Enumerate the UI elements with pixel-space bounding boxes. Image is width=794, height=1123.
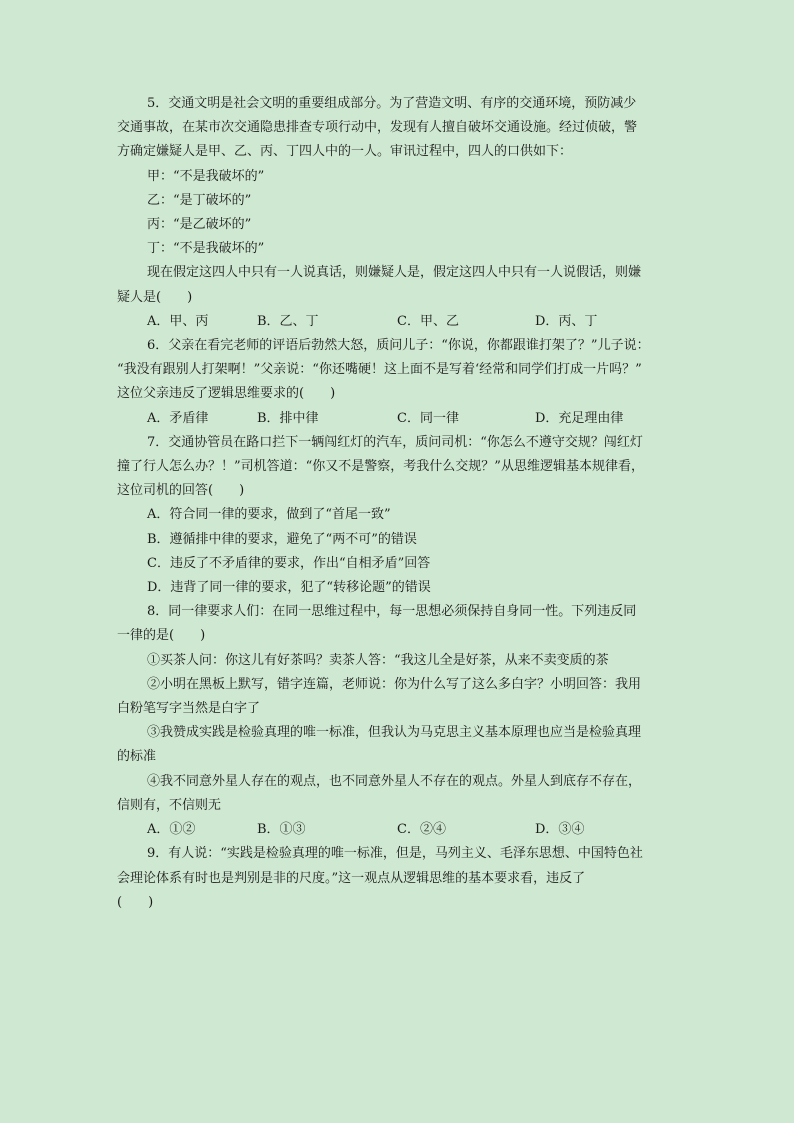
q5-options (117, 310, 678, 334)
question-7 (117, 431, 678, 600)
q6-line: 这位父亲违反了逻辑思维要求的( ) (117, 386, 336, 402)
q6-option-a: A．矛盾律 (147, 410, 209, 426)
q8-item: ②小明在黑板上默写，错字连篇，老师说：你为什么写了这么多白字？小明回答：我用 (147, 676, 642, 692)
q8-option-c: C．②④ (397, 822, 446, 838)
q8-option-b: B．①③ (257, 822, 306, 838)
q7-option-c: C．违反了不矛盾律的要求，作出“自相矛盾”回答 (147, 555, 431, 571)
q5-line: 方确定嫌疑人是甲、乙、丙、丁四人中的一人。审讯过程中，四人的口供如下： (117, 144, 573, 160)
q5-line: 现在假定这四人中只有一人说真话，则嫌疑人是，假定这四人中只有一人说假话，则嫌 (147, 265, 642, 281)
q9-line: 9．有人说：“实践是检验真理的唯一标准，但是，马列主义、毛泽东思想、中国特色社 (147, 846, 643, 862)
q5-line: 交通事故，在某市次交通隐患排查专项行动中，发现有人擅自破坏交通设施。经过侦破，警 (117, 120, 638, 136)
q7-option-b: B．遵循排中律的要求，避免了“两不可”的错误 (147, 531, 417, 547)
q8-option-a: A．①② (147, 822, 196, 838)
q5-line: 5．交通文明是社会文明的重要组成部分。为了营造文明、有序的交通环境，预防减少 (147, 96, 637, 111)
q5-statement: 丙：“是乙破坏的” (147, 217, 252, 233)
q8-item-cont: 的标准 (117, 749, 157, 765)
q9-line: ( ) (117, 894, 154, 910)
q5-statement: 乙：“是丁破坏的” (147, 192, 252, 208)
q6-option-b: B．排中律 (257, 410, 319, 426)
q5-option-a: A．甲、丙 (147, 313, 209, 329)
q7-line: 撞了行人怎么办？！”司机答道：“你又不是警察，考我什么交规？”从思维逻辑基本规律看， (117, 459, 644, 475)
q6-option-d: D．充足理由律 (535, 410, 624, 426)
q7-option-d: D．违背了同一律的要求，犯了“转移论题”的错误 (147, 580, 431, 596)
q8-options (117, 818, 678, 842)
q9-line: 会理论体系有时也是判别是非的尺度。”这一观点从逻辑思维的基本要求看，违反了 (117, 870, 586, 886)
q6-line: 6．父亲在看完老师的评语后勃然大怒，质问儿子：“你说，你都跟谁打架了？”儿子说： (147, 338, 650, 354)
q6-line: “我没有跟别人打架啊！”父亲说：“你还嘴硬！这上面不是写着‘经常和同学们打成一片吗？” (117, 362, 642, 378)
q7-option-a: A．符合同一律的要求，做到了“首尾一致” (147, 507, 391, 523)
q5-option-c: C．甲、乙 (397, 313, 459, 329)
question-6 (117, 334, 678, 431)
q8-line: 一律的是( ) (117, 628, 206, 644)
q6-options (117, 407, 678, 431)
q8-option-d: D．③④ (535, 822, 585, 838)
q5-statement: 甲：“不是我破坏的” (147, 168, 265, 184)
q5-line: 疑人是( ) (117, 289, 193, 305)
q8-item: ①买茶人问：你这儿有好茶吗？卖茶人答：“我这儿全是好茶，从来不卖变质的茶 (147, 652, 609, 668)
question-5 (117, 92, 678, 334)
q8-item-cont: 白粉笔写字当然是白字了 (117, 701, 261, 717)
question-9 (117, 842, 678, 915)
q5-option-b: B．乙、丁 (257, 313, 319, 329)
q8-item: ③我赞成实践是检验真理的唯一标准，但我认为马克思主义基本原理也应当是检验真理 (147, 725, 642, 741)
q8-line: 8．同一律要求人们：在同一思维过程中，每一思想必须保持自身同一性。下列违反同 (147, 604, 637, 620)
q5-option-d: D．丙、丁 (535, 313, 598, 329)
q8-item-cont: 信则有，不信则无 (117, 797, 222, 813)
q7-line: 7．交通协管员在路口拦下一辆闯红灯的汽车，质问司机：“你怎么不遵守交规？闯红灯 (147, 434, 643, 450)
q6-option-c: C．同一律 (397, 410, 459, 426)
q8-item: ④我不同意外星人存在的观点，也不同意外星人不存在的观点。外星人到底存不存在， (147, 773, 642, 789)
q7-line: 这位司机的回答( ) (117, 483, 245, 499)
q5-statement: 丁：“不是我破坏的” (147, 241, 265, 257)
question-8 (117, 600, 678, 842)
